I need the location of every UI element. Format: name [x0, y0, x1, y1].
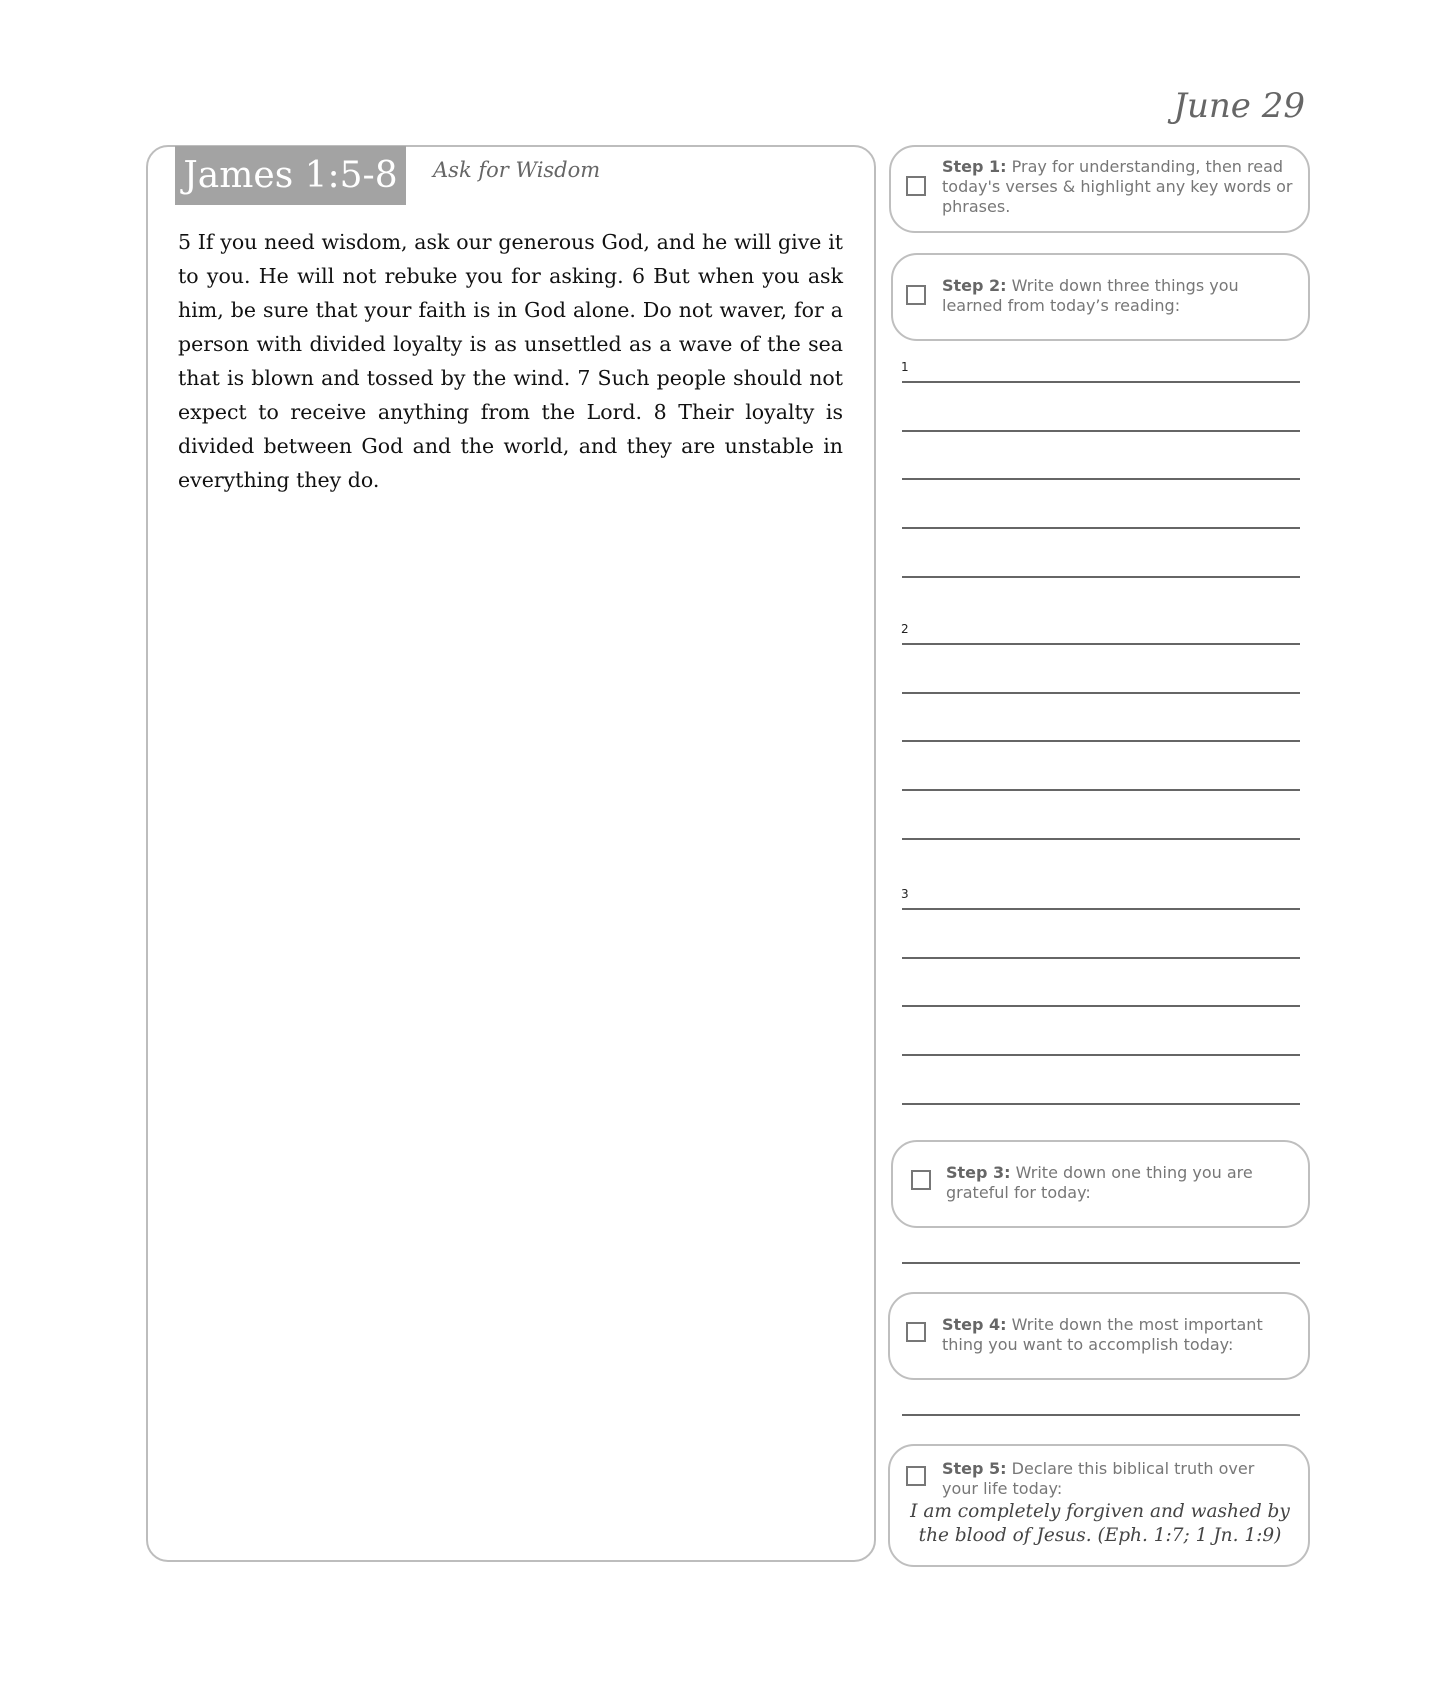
- step-4-checkbox[interactable]: [906, 1322, 926, 1342]
- writing-line[interactable]: [902, 576, 1300, 578]
- step-2-instruction: Write down three things you learned from today’s reading:: [942, 276, 1239, 315]
- writing-line[interactable]: [902, 1054, 1300, 1056]
- step-1-label: Step 1:: [942, 157, 1007, 176]
- step-5-checkbox[interactable]: [906, 1466, 926, 1486]
- writing-line[interactable]: [902, 430, 1300, 432]
- step-1-instruction: Pray for understanding, then read today's verses & highlight any key words or phrases.: [942, 157, 1293, 216]
- truth-line-1: I am completely forgiven and washed by: [910, 1501, 1290, 1522]
- writing-line[interactable]: [902, 1005, 1300, 1007]
- writing-line[interactable]: [902, 838, 1300, 840]
- writing-line[interactable]: [902, 740, 1300, 742]
- learned-number-3: 3: [901, 887, 909, 901]
- step-3-text: [946, 1163, 1286, 1203]
- writing-line[interactable]: [902, 1414, 1300, 1416]
- step-1-checkbox[interactable]: [906, 176, 926, 196]
- step-3-checkbox[interactable]: [911, 1170, 931, 1190]
- page-date: June 29: [1173, 86, 1305, 126]
- step-5-label: Step 5:: [942, 1459, 1007, 1478]
- writing-line[interactable]: [902, 478, 1300, 480]
- step-4-instruction: Write down the most important thing you want to accomplish today:: [942, 1315, 1263, 1354]
- writing-line[interactable]: [902, 957, 1300, 959]
- writing-line[interactable]: [902, 692, 1300, 694]
- step-4-label: Step 4:: [942, 1315, 1007, 1334]
- writing-line[interactable]: [902, 527, 1300, 529]
- step-1-text: [942, 157, 1297, 217]
- writing-line[interactable]: [902, 908, 1300, 910]
- writing-line[interactable]: [902, 1262, 1300, 1264]
- writing-line[interactable]: [902, 381, 1300, 383]
- writing-line[interactable]: [902, 643, 1300, 645]
- step-3-instruction: Write down one thing you are grateful for today:: [946, 1163, 1253, 1202]
- writing-line[interactable]: [902, 1103, 1300, 1105]
- passage-text: 5 If you need wisdom, ask our generous God, and he will give it to you. He will not rebuke you for asking. 6 But when you ask him, be sure that your faith is in God alone. Do not waver, for a person with divided loyalty is as unsettled as a wave of the sea that is blown and tossed by the wind. 7 Such people should not expect to receive anything from the Lord. 8 Their loyalty is divided between God and the world, and they are unstable in everything they do.: [178, 230, 843, 492]
- writing-line[interactable]: [902, 789, 1300, 791]
- learned-number-2: 2: [901, 622, 909, 636]
- passage-theme: Ask for Wisdom: [433, 158, 601, 182]
- truth-line-2: the blood of Jesus. (Eph. 1:7; 1 Jn. 1:9): [918, 1525, 1282, 1546]
- passage-reference: James 1:5-8: [175, 146, 406, 205]
- step-2-label: Step 2:: [942, 276, 1007, 295]
- step-4-text: [942, 1315, 1304, 1355]
- step-2-text: [942, 276, 1297, 316]
- step-3-label: Step 3:: [946, 1163, 1011, 1182]
- learned-number-1: 1: [901, 360, 909, 374]
- step-5-instruction: Declare this biblical truth over your life today:: [942, 1459, 1255, 1498]
- step-5-text: [942, 1459, 1292, 1499]
- biblical-truth: [905, 1500, 1295, 1548]
- step-2-checkbox[interactable]: [906, 285, 926, 305]
